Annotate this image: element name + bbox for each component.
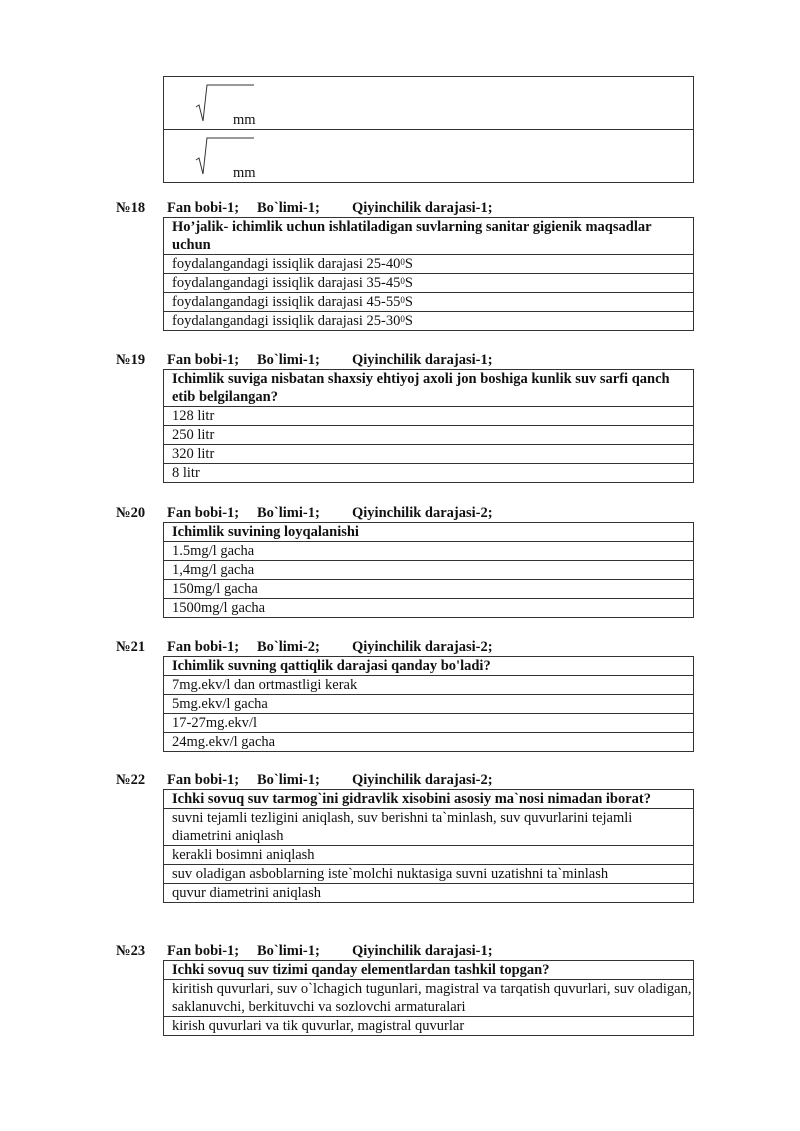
question-number: №21 [116,639,146,655]
answer-unit: mm [233,112,256,128]
question-text: Ichimlik suvning qattiqlik darajasi qanday bo'ladi? [164,657,694,676]
question-number: №20 [116,505,146,521]
difficulty: Qiyinchilik darajasi-2; [352,772,493,788]
bolimi: Bo`limi-1; [257,772,320,788]
difficulty: Qiyinchilik darajasi-2; [352,639,493,655]
fan-bobi: Fan bobi-1; [167,943,240,959]
fan-bobi: Fan bobi-1; [167,200,240,216]
question-text: Ichki sovuq suv tarmog`ini gidravlik xisobini asosiy ma`nosi nimadan iborat? [164,790,694,809]
answer-option: 1,4mg/l gacha [164,561,694,580]
answer-option: 8 litr [164,464,694,483]
fan-bobi: Fan bobi-1; [167,352,240,368]
answer-option: foydalangandagi issiqlik darajasi $25-30^0S$ [164,312,694,331]
question-text: Ichimlik suviga nisbatan shaxsiy ehtiyoj axoli jon boshiga kunlik suv sarfi qanch etib belgilangan? [164,370,694,407]
answer-option: 128 litr [164,407,694,426]
question-table [163,217,694,331]
answer-option: foydalangandagi issiqlik darajasi $25-40^0S$ [164,255,694,274]
question-text: Ho’jalik- ichimlik uchun ishlatiladigan suvlarning sanitar gigienik maqsadlar uchun [164,218,694,255]
question-number: №18 [116,200,146,216]
difficulty: Qiyinchilik darajasi-2; [352,505,493,521]
answer-option: 150mg/l gacha [164,580,694,599]
fan-bobi: Fan bobi-1; [167,772,240,788]
question-table [163,789,694,903]
answer-option: 17-27mg.ekv/l [164,714,694,733]
question-table [163,960,694,1036]
question-number: №23 [116,943,146,959]
bolimi: Bo`limi-1; [257,352,320,368]
answer-option: foydalangandagi issiqlik darajasi $35-45^0S$ [164,274,694,293]
question-text: Ichki sovuq suv tizimi qanday elementlardan tashkil topgan? [164,961,694,980]
answer-option: 250 litr [164,426,694,445]
answer-option: 320 litr [164,445,694,464]
answer-unit: mm [233,165,256,181]
answer-option: quvur diametrini aniqlash [164,884,694,903]
fan-bobi: Fan bobi-1; [167,639,240,655]
answer-row [164,77,694,130]
bolimi: Bo`limi-1; [257,200,320,216]
answer-option: suv oladigan asboblarning iste`molchi nuktasiga suvni uzatishni ta`minlash [164,865,694,884]
answer-option: 7mg.ekv/l dan ortmastligi kerak [164,676,694,695]
root-answers-table [163,76,694,183]
answer-row [164,130,694,183]
bolimi: Bo`limi-2; [257,639,320,655]
question-number: №22 [116,772,146,788]
question-table [163,656,694,752]
answer-option: kerakli bosimni aniqlash [164,846,694,865]
answer-option: kiritish quvurlari, suv o`lchagich tugunlari, magistral va tarqatish quvurlari, suv oladigan, saklanuvchi, berkituvchi va sozlovchi armaturalari [164,980,694,1017]
fan-bobi: Fan bobi-1; [167,505,240,521]
question-table [163,522,694,618]
difficulty: Qiyinchilik darajasi-1; [352,200,493,216]
question-table [163,369,694,483]
answer-option: 24mg.ekv/l gacha [164,733,694,752]
answer-option: 1.5mg/l gacha [164,542,694,561]
answer-option: kirish quvurlari va tik quvurlar, magistral quvurlar [164,1017,694,1036]
answer-option: 1500mg/l gacha [164,599,694,618]
difficulty: Qiyinchilik darajasi-1; [352,352,493,368]
bolimi: Bo`limi-1; [257,943,320,959]
question-number: №19 [116,352,146,368]
answer-option: suvni tejamli tezligini aniqlash, suv berishni ta`minlash, suv quvurlarini tejamli diametrini aniqlash [164,809,694,846]
bolimi: Bo`limi-1; [257,505,320,521]
question-text: Ichimlik suvining loyqalanishi [164,523,694,542]
answer-option: 5mg.ekv/l gacha [164,695,694,714]
answer-option: foydalangandagi issiqlik darajasi $45-55^0S$ [164,293,694,312]
difficulty: Qiyinchilik darajasi-1; [352,943,493,959]
